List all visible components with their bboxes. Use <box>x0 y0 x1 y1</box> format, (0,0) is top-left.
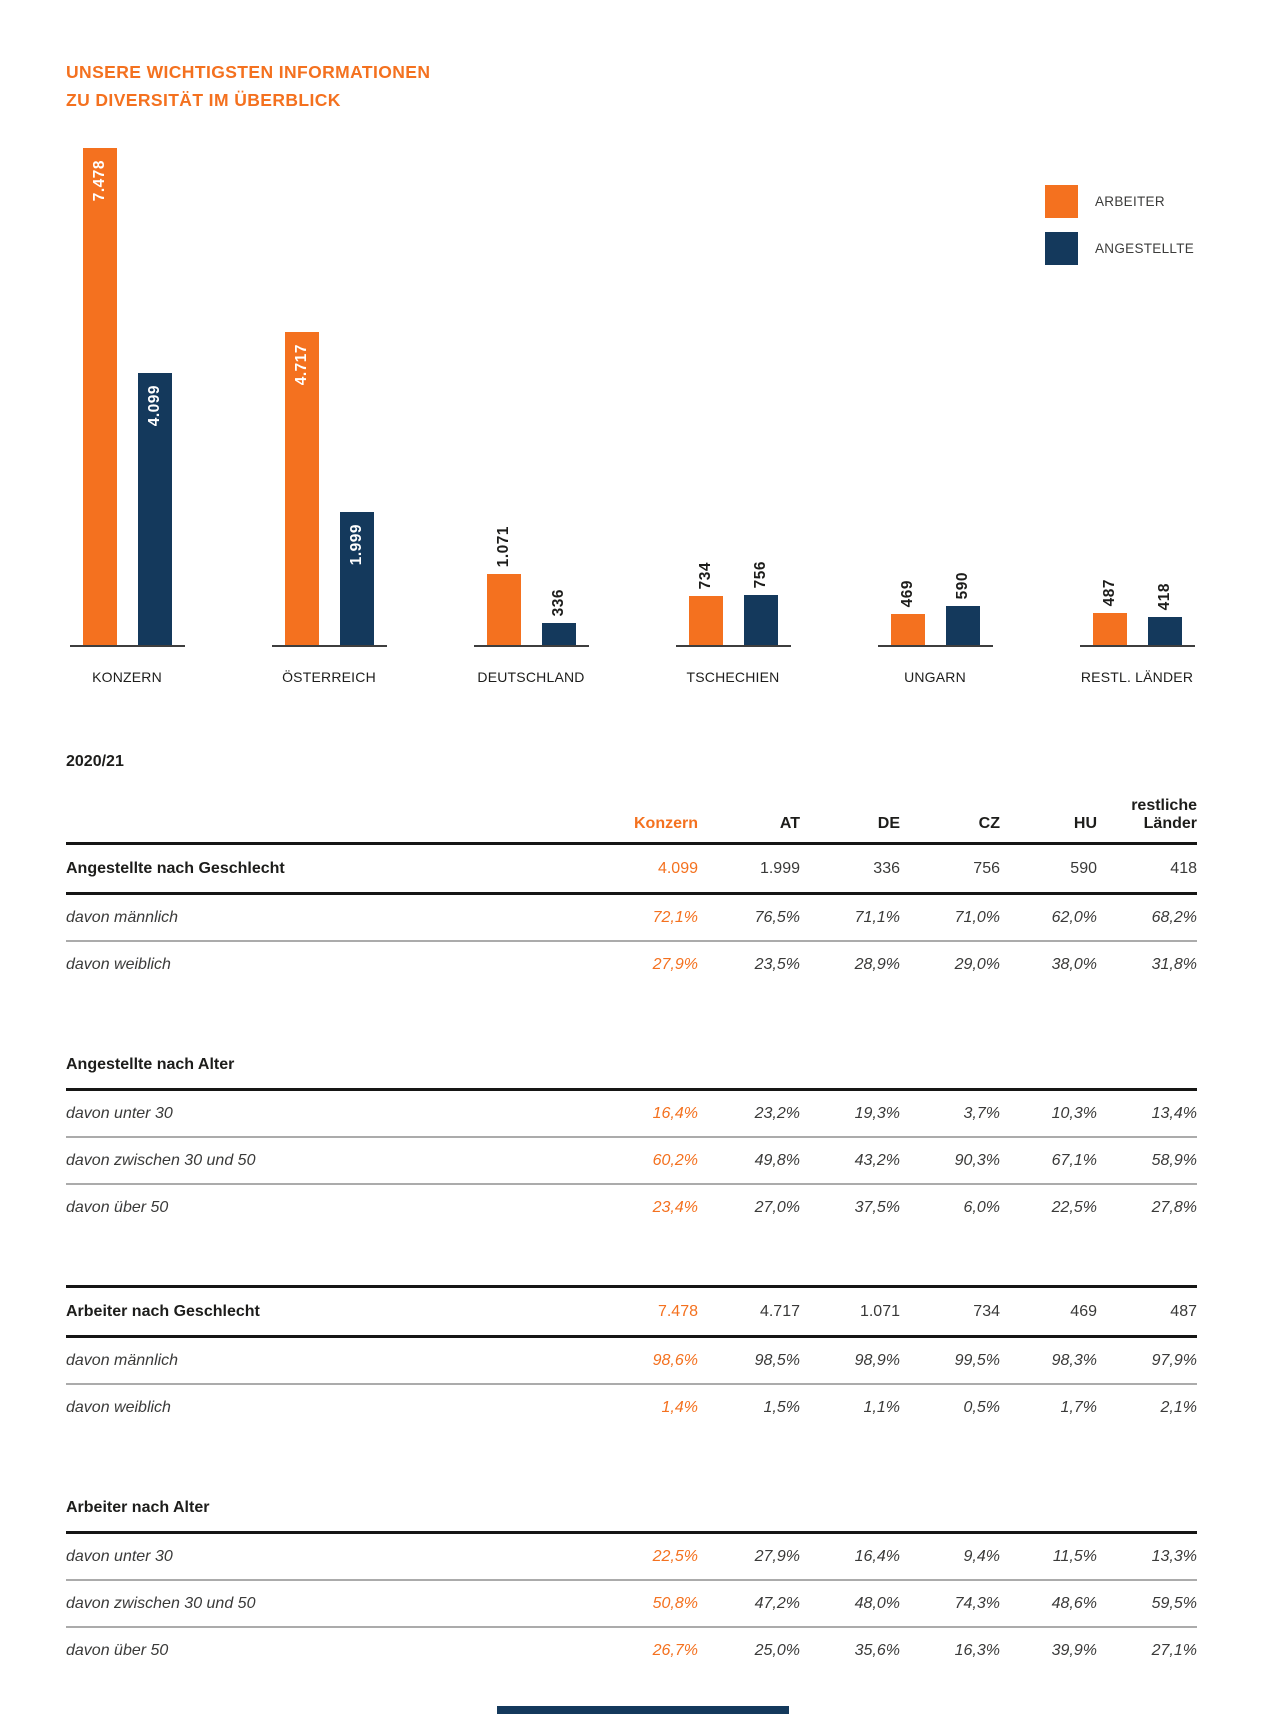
category-label-österreich: ÖSTERREICH <box>282 669 376 685</box>
row-value: 98,3% <box>1051 1351 1097 1369</box>
section-label: Arbeiter nach Alter <box>66 1499 210 1516</box>
row-value: 23,5% <box>754 955 800 973</box>
row-label: davon männlich <box>66 1351 179 1369</box>
row-value: 60,2% <box>652 1151 698 1169</box>
row-value: 49,8% <box>754 1151 800 1169</box>
bar-label-wrap <box>285 344 319 385</box>
row-value: 50,8% <box>652 1594 698 1612</box>
bar-group-ungarn <box>878 571 993 647</box>
section-label: Arbeiter nach Geschlecht <box>66 1302 260 1320</box>
row-value: 71,0% <box>954 908 1000 926</box>
bar-value-label: 4.717 <box>292 344 310 386</box>
row-value: 1,1% <box>863 1398 900 1416</box>
row-value: 3,7% <box>963 1104 1000 1122</box>
row-label: davon männlich <box>66 908 179 926</box>
bar-label-wrap <box>542 589 576 616</box>
bar-angestellte-restl-länder <box>1148 582 1182 645</box>
row-value: 98,9% <box>854 1351 900 1369</box>
row-value: 38,0% <box>1051 955 1097 973</box>
bar-label-wrap <box>689 562 723 589</box>
row-value: 74,3% <box>954 1594 1000 1612</box>
row-value: 48,0% <box>854 1594 900 1612</box>
row-label: davon über 50 <box>66 1641 169 1659</box>
bar-angestellte-tschechien <box>744 560 778 645</box>
category-label-tschechien: TSCHECHIEN <box>686 669 780 685</box>
bar-value-label: 4.099 <box>145 385 163 427</box>
bar-value-label: 734 <box>696 561 714 589</box>
legend-item-angestellte <box>1045 232 1194 265</box>
bar-group-konzern <box>70 148 185 647</box>
row-value: 22,5% <box>652 1547 698 1565</box>
category-label-konzern: KONZERN <box>92 669 162 685</box>
row-value: 25,0% <box>754 1641 800 1659</box>
bar-value-label: 1.071 <box>494 525 512 567</box>
bar-arbeiter-tschechien <box>689 561 723 645</box>
chart <box>0 0 1280 685</box>
section-value: 4.099 <box>657 859 698 877</box>
category-label-deutschland: DEUTSCHLAND <box>477 669 585 685</box>
table-row-davon-männlich <box>66 1338 1197 1383</box>
section-row-angestellte-nach-geschlecht <box>66 842 1197 895</box>
bar-group-österreich <box>272 332 387 647</box>
bar-label-wrap <box>744 561 778 588</box>
row-value: 1,7% <box>1060 1398 1097 1416</box>
row-label: davon zwischen 30 und 50 <box>66 1594 256 1612</box>
row-value: 26,7% <box>652 1641 698 1659</box>
table-row-davon-zwischen-30-und-50 <box>66 1579 1197 1626</box>
section-value: 469 <box>1070 1302 1097 1320</box>
section-value: 1.071 <box>859 1302 900 1320</box>
bar-value-label: 756 <box>751 560 769 588</box>
column-header-konzern: Konzern <box>634 815 698 832</box>
bar-label-wrap <box>1093 579 1127 606</box>
row-label: davon unter 30 <box>66 1104 173 1122</box>
bar-value-label: 7.478 <box>90 160 108 202</box>
row-value: 11,5% <box>1052 1547 1097 1565</box>
bar-label-wrap <box>1148 583 1182 610</box>
bar-value-label: 418 <box>1155 582 1173 610</box>
column-header-hu: HU <box>1073 815 1097 832</box>
row-value: 37,5% <box>854 1198 900 1216</box>
row-value: 47,2% <box>754 1594 800 1612</box>
section-label: Angestellte nach Geschlecht <box>66 859 285 877</box>
bar-value-label: 336 <box>549 588 567 616</box>
row-value: 28,9% <box>854 955 900 973</box>
category-label-restl-länder: RESTL. LÄNDER <box>1080 669 1194 685</box>
bar-value-label: 1.999 <box>347 524 365 566</box>
row-value: 67,1% <box>1051 1151 1097 1169</box>
bar-group-restl-länder <box>1080 578 1195 647</box>
bar-label-wrap <box>340 524 374 565</box>
section-value: 590 <box>1070 859 1097 877</box>
table-row-davon-über-50 <box>66 1183 1197 1230</box>
legend-swatch-angestellte-icon <box>1045 232 1078 265</box>
table-row-davon-weiblich <box>66 1383 1197 1430</box>
row-value: 68,2% <box>1151 908 1197 926</box>
row-value: 1,4% <box>661 1398 698 1416</box>
table-row-davon-männlich <box>66 895 1197 940</box>
row-value: 1,5% <box>763 1398 800 1416</box>
table-row-davon-unter-30 <box>66 1091 1197 1136</box>
row-value: 19,3% <box>854 1104 900 1122</box>
table-row-davon-über-50 <box>66 1626 1197 1673</box>
bar-arbeiter-deutschland <box>487 525 521 645</box>
data-table <box>66 753 1197 1673</box>
row-value: 27,8% <box>1151 1198 1197 1216</box>
row-value: 62,0% <box>1051 908 1097 926</box>
row-value: 48,6% <box>1051 1594 1097 1612</box>
row-value: 27,0% <box>754 1198 800 1216</box>
bar-arbeiter-österreich <box>285 332 319 645</box>
section-value: 1.999 <box>759 859 800 877</box>
section-value: 418 <box>1170 859 1197 877</box>
section-row-angestellte-nach-alter <box>66 1042 1197 1091</box>
row-value: 43,2% <box>854 1151 900 1169</box>
row-value: 6,0% <box>963 1198 1000 1216</box>
row-value: 0,5% <box>963 1398 1000 1416</box>
row-value: 23,4% <box>652 1198 698 1216</box>
table-period: 2020/21 <box>66 753 124 770</box>
row-label: davon weiblich <box>66 1398 171 1416</box>
row-value: 27,1% <box>1151 1641 1197 1659</box>
row-value: 29,0% <box>954 955 1000 973</box>
legend-item-arbeiter <box>1045 185 1194 218</box>
row-value: 98,6% <box>652 1351 698 1369</box>
row-value: 98,5% <box>754 1351 800 1369</box>
row-value: 59,5% <box>1151 1594 1197 1612</box>
row-value: 22,5% <box>1051 1198 1097 1216</box>
row-value: 9,4% <box>963 1547 1000 1565</box>
table-row-davon-weiblich <box>66 940 1197 987</box>
row-value: 97,9% <box>1151 1351 1197 1369</box>
bar-arbeiter-restl-länder <box>1093 578 1127 645</box>
row-value: 13,3% <box>1151 1547 1197 1565</box>
bar-group-deutschland <box>474 525 589 647</box>
section-value: 487 <box>1170 1302 1197 1320</box>
bar-arbeiter-konzern <box>83 148 117 645</box>
column-header-cz: CZ <box>978 815 1000 832</box>
table-row-davon-zwischen-30-und-50 <box>66 1136 1197 1183</box>
section-row-arbeiter-nach-alter <box>66 1485 1197 1534</box>
bar-label-wrap <box>138 385 172 426</box>
bar-value-label: 469 <box>898 579 916 607</box>
row-value: 13,4% <box>1151 1104 1197 1122</box>
section-value: 4.717 <box>759 1302 800 1320</box>
column-header-de: DE <box>877 815 900 832</box>
bar-label-wrap <box>891 580 925 607</box>
section-value: 734 <box>973 1302 1000 1320</box>
row-value: 16,4% <box>652 1104 698 1122</box>
row-value: 58,9% <box>1151 1151 1197 1169</box>
legend-swatch-arbeiter-icon <box>1045 185 1078 218</box>
section-label: Angestellte nach Alter <box>66 1056 235 1073</box>
row-value: 2,1% <box>1160 1398 1197 1416</box>
section-row-arbeiter-nach-geschlecht <box>66 1285 1197 1338</box>
row-value: 27,9% <box>754 1547 800 1565</box>
row-value: 10,3% <box>1051 1104 1097 1122</box>
bar-angestellte-ungarn <box>946 571 980 645</box>
row-value: 35,6% <box>854 1641 900 1659</box>
bar-angestellte-österreich <box>340 512 374 645</box>
row-value: 71,1% <box>854 908 900 926</box>
row-label: davon weiblich <box>66 955 171 973</box>
row-value: 16,3% <box>954 1641 1000 1659</box>
next-section-edge-bar <box>497 1706 789 1714</box>
row-value: 23,2% <box>754 1104 800 1122</box>
section-value: 756 <box>973 859 1000 877</box>
bar-label-wrap <box>83 160 117 201</box>
row-value: 39,9% <box>1051 1641 1097 1659</box>
legend-label-arbeiter: ARBEITER <box>1095 194 1165 209</box>
bar-angestellte-konzern <box>138 373 172 645</box>
row-label: davon zwischen 30 und 50 <box>66 1151 256 1169</box>
column-header-at: AT <box>779 815 800 832</box>
row-value: 90,3% <box>954 1151 1000 1169</box>
bar-value-label: 590 <box>953 571 971 599</box>
legend-label-angestellte: ANGESTELLTE <box>1095 241 1195 256</box>
table-row-davon-unter-30 <box>66 1534 1197 1579</box>
bar-label-wrap <box>946 572 980 599</box>
bar-value-label: 487 <box>1100 578 1118 606</box>
bar-group-tschechien <box>676 560 791 647</box>
section-value: 336 <box>873 859 900 877</box>
page-title-line2: ZU DIVERSITÄT IM ÜBERBLICK <box>66 90 341 110</box>
column-header-restliche-länder: restliche Länder <box>1131 797 1197 832</box>
chart-legend <box>1045 185 1194 279</box>
row-label: davon über 50 <box>66 1198 169 1216</box>
bar-label-wrap <box>487 526 521 567</box>
row-label: davon unter 30 <box>66 1547 173 1565</box>
row-value: 16,4% <box>854 1547 900 1565</box>
row-value: 31,8% <box>1151 955 1197 973</box>
row-value: 27,9% <box>652 955 698 973</box>
row-value: 99,5% <box>954 1351 1000 1369</box>
page-title-line1: UNSERE WICHTIGSTEN INFORMATIONEN <box>66 62 431 82</box>
section-value: 7.478 <box>657 1302 698 1320</box>
bar-angestellte-deutschland <box>542 588 576 645</box>
bar-arbeiter-ungarn <box>891 579 925 645</box>
row-value: 72,1% <box>652 908 698 926</box>
table-header-row <box>66 775 1197 842</box>
table-body <box>66 842 1197 1673</box>
category-label-ungarn: UNGARN <box>904 669 966 685</box>
row-value: 76,5% <box>754 908 800 926</box>
